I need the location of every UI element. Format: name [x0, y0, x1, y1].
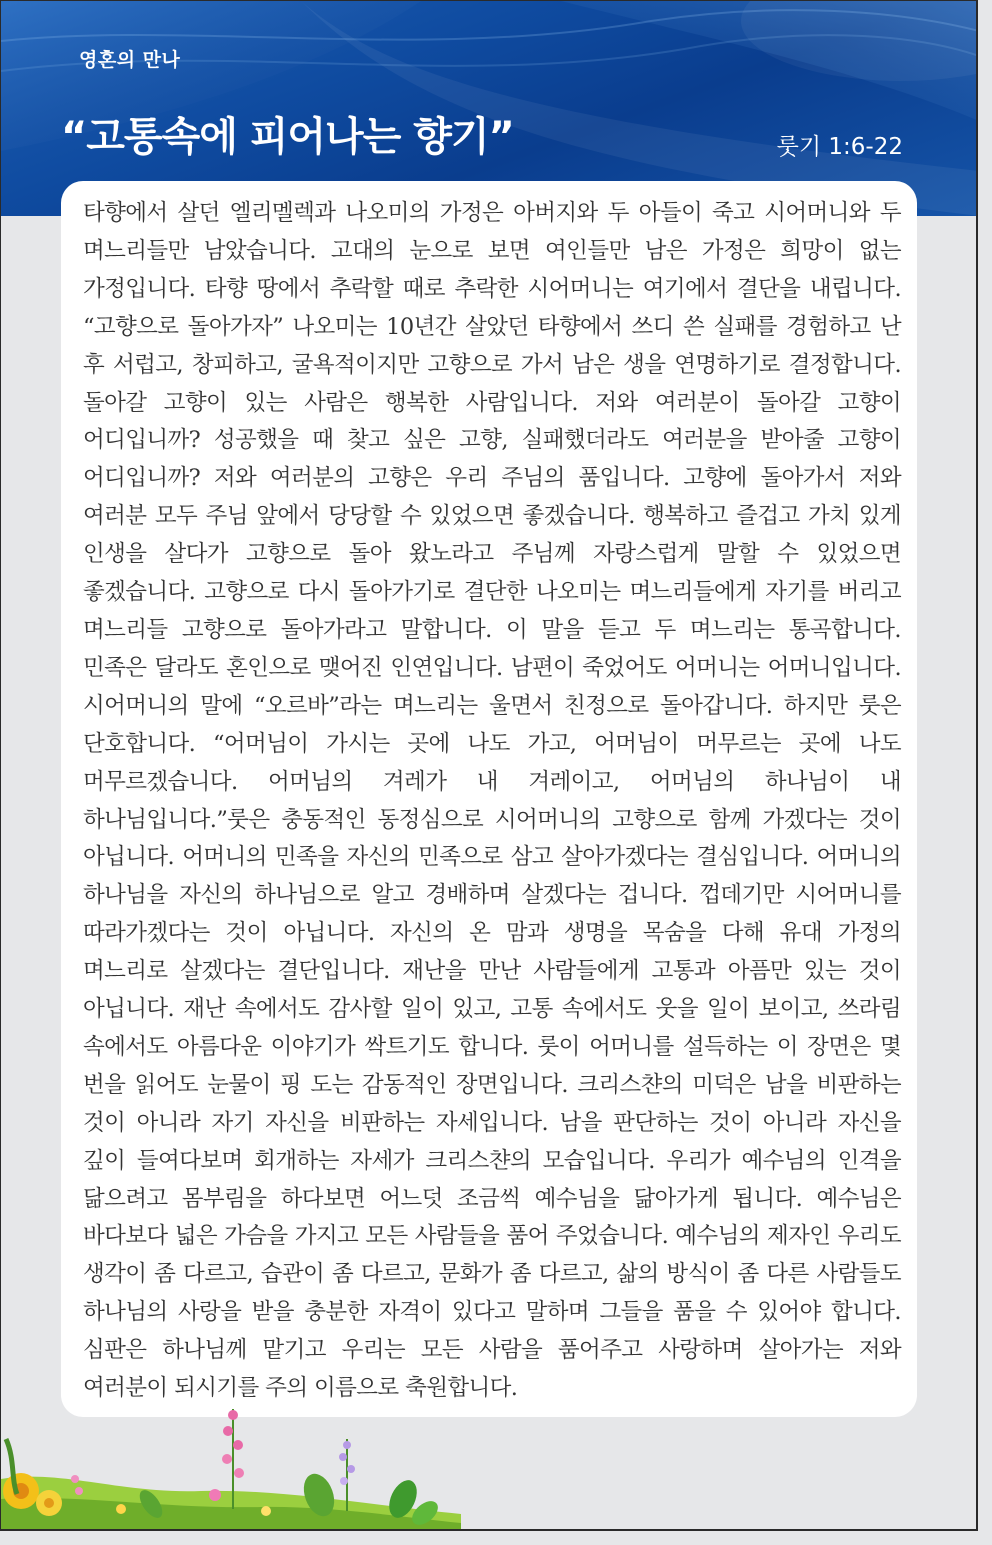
section-label: 영혼의 만나: [79, 49, 181, 71]
scripture-reference: 룻기 1:6-22: [776, 134, 903, 160]
article-body: 타향에서 살던 엘리멜렉과 나오미의 가정은 아버지와 두 아들이 죽고 시어머니와 두 며느리들만 남았습니다. 고대의 눈으로 보면 여인들만 남은 가정은 희망이 없는 가정입니다. 타향 땅에서 추락할 때로 추락한 시어머니는 여기에서 결단을 내립니다. “고향으로 돌아가자” 나오미는 10년간 살았던 타향에서 쓰디 쓴 실패를 경험하고 난 후 서럽고, 창피하고, 굴욕적이지만 고향으로 가서 남은 생을 연명하기로 결정합니다. 돌아갈 고향이 있는 사람은 행복한 사람입니다. 저와 여러분이 돌아갈 고향이 어디입니까? 성공했을 때 찾고 싶은 고향, 실패했더라도 여러분을 받아줄 고향이 어디입니까? 저와 여러분의 고향은 우리 주님의 품입니다. 고향에 돌아가서 저와 여러분 모두 주님 앞에서 당당할 수 있었으면 좋겠습니다. 행복하고 즐겁고 가치 있게 인생을 살다가 고향으로 돌아 왔노라고 주님께 자랑스럽게 말할 수 있었으면 좋겠습니다. 고향으로 다시 돌아가기로 결단한 나오미는 며느리들에게 자기를 버리고 며느리들 고향으로 돌아가라고 말합니다. 이 말을 듣고 두 며느리는 통곡합니다. 민족은 달라도 혼인으로 맺어진 인연입니다. 남편이 죽었어도 어머니는 어머니입니다. 시어머니의 말에 “오르바”라는 며느리는 울면서 친정으로 돌아갑니다. 하지만 룻은 단호합니다. “어머님이 가시는 곳에 나도 가고, 어머님이 머무르는 곳에 나도 머무르겠습니다. 어머님의 겨레가 내 겨레이고, 어머님의 하나님이 내 하나님입니다.”룻은 충동적인 동정심으로 시어머니의 고향으로 함께 가겠다는 것이 아닙니다. 어머니의 민족을 자신의 민족으로 삼고 살아가겠다는 결심입니다. 어머니의 하나님을 자신의 하나님으로 알고 경배하며 살겠다는 겁니다. 껍데기만 시어머니를 따라가겠다는 것이 아닙니다. 자신의 온 맘과 생명을 목숨을 다해 유대 가정의 며느리로 살겠다는 결단입니다. 재난을 만난 사람들에게 고통과 아픔만 있는 것이 아닙니다. 재난 속에서도 감사할 일이 있고, 고통 속에서도 웃을 일이 보이고, 쓰라림 속에서도 아름다운 이야기가 싹트기도 합니다. 룻이 어머니를 설득하는 이 장면은 몇 번을 읽어도 눈물이 핑 도는 감동적인 장면입니다. 크리스챤의 미덕은 남을 비판하는 것이 아니라 자기 자신을 비판하는 자세입니다. 남을 판단하는 것이 아니라 자신을 깊이 들여다보며 회개하는 자세가 크리스챤의 모습입니다. 우리가 예수님의 인격을 닮으려고 몸부림을 하다보면 어느덧 조금씩 예수님을 닮아가게 됩니다. 예수님은 바다보다 넓은 가슴을 가지고 모든 사람들을 품어 주었습니다. 예수님의 제자인 우리도 생각이 좀 다르고, 습관이 좀 다르고, 문화가 좀 다르고, 삶의 방식이 좀 다른 사람들도 하나님의 사랑을 받을 충분한 자격이 있다고 말하며 그들을 품을 수 있어야 합니다. 심판은 하나님께 맡기고 우리는 모든 사람을 품어주고 사랑하며 살아가는 저와 여러분이 되시기를 주의 이름으로 축원합니다.: [83, 200, 901, 1402]
page-title: “고통속에 피어나는 향기”: [61, 114, 514, 160]
article-card: [61, 181, 917, 1417]
flower-meadow-graphic-icon: [1, 1399, 461, 1529]
